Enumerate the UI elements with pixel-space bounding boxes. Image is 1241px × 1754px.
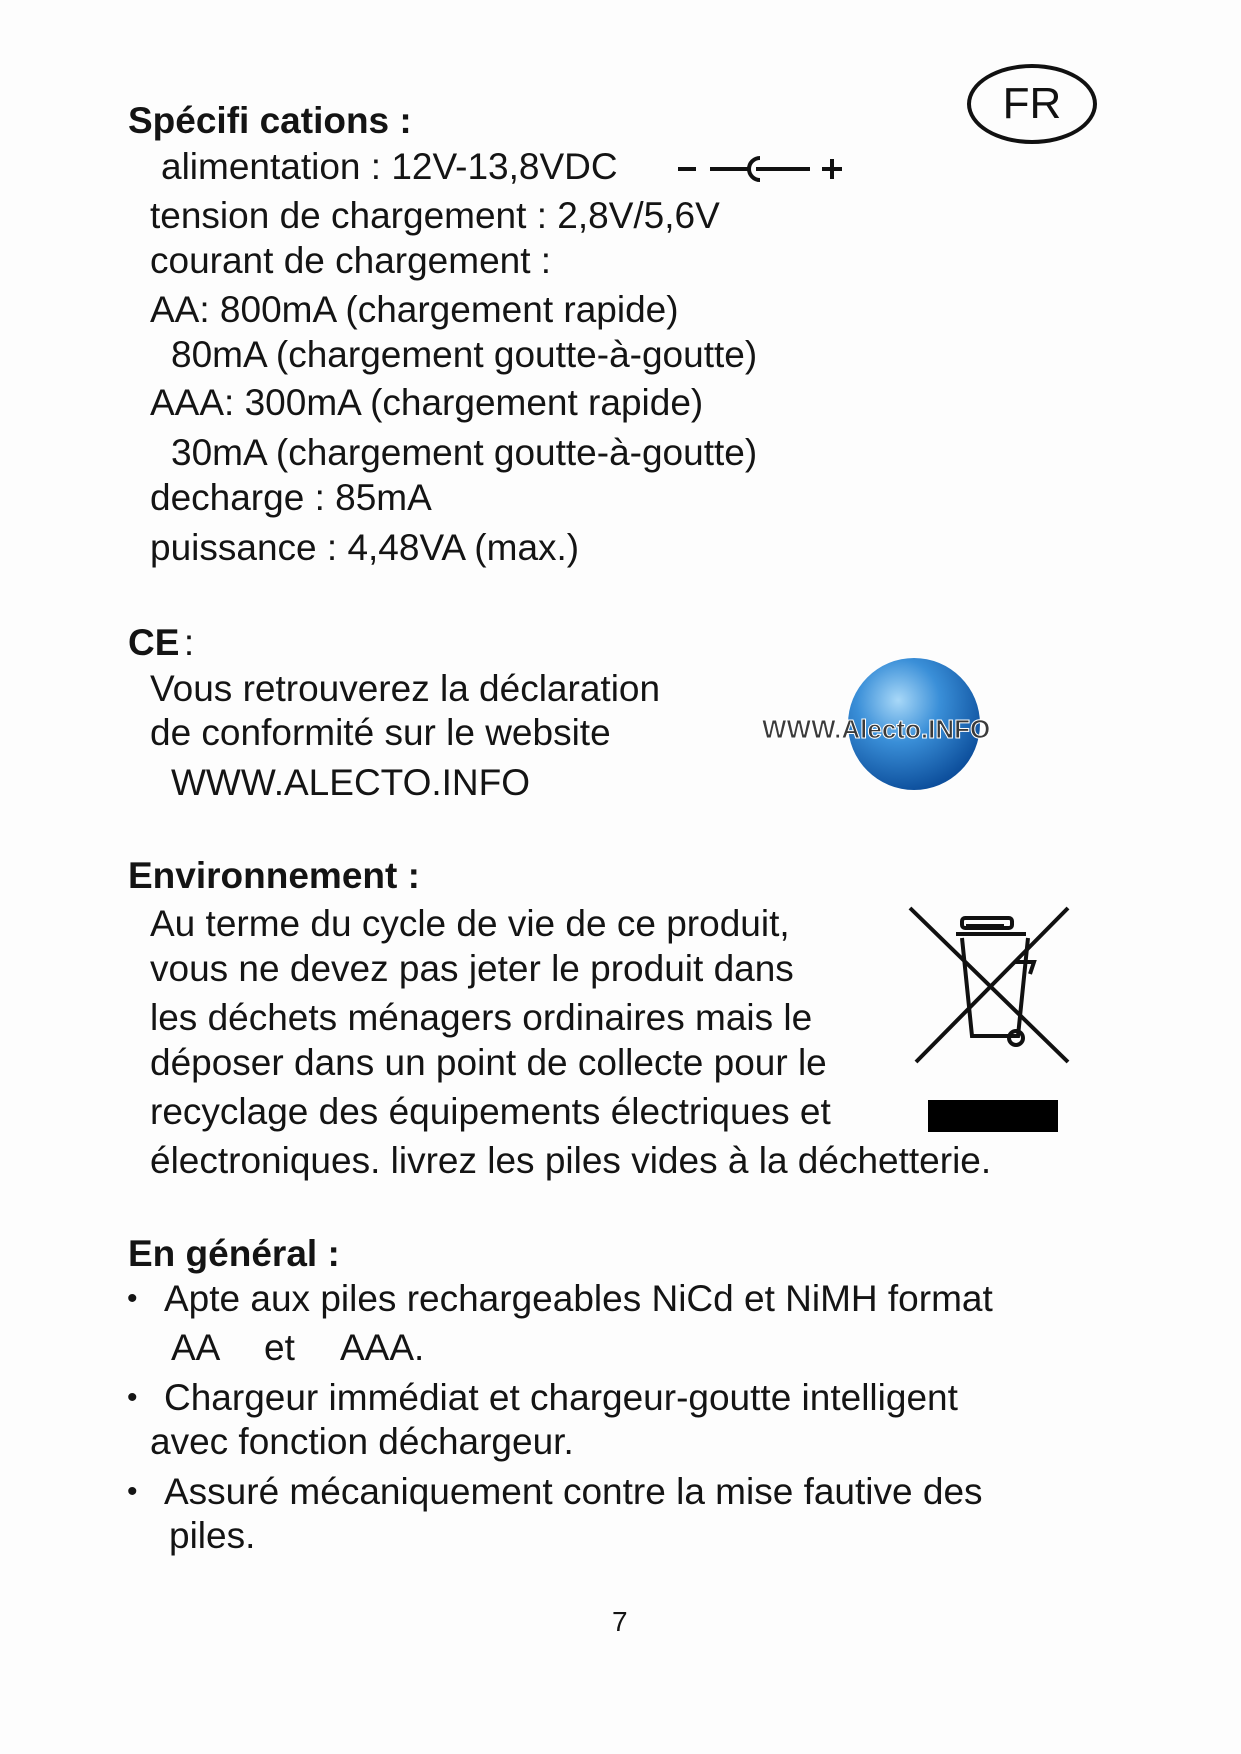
general-item-3-line-2: piles.: [169, 1515, 256, 1556]
spec-discharge: decharge : 85mA: [150, 477, 432, 518]
bullet-2: •: [127, 1381, 138, 1414]
bullet-1: •: [127, 1282, 138, 1315]
environment-line-1: Au terme du cycle de vie de ce produit,: [150, 903, 790, 944]
environment-line-6: électroniques. livrez les piles vides à la déchetterie.: [150, 1140, 992, 1181]
weee-bar: [928, 1100, 1058, 1132]
ce-line-2: de conformité sur le website: [150, 712, 611, 753]
alecto-logo-text: WWW.Alecto.INFO: [762, 714, 991, 744]
ce-colon: :: [183, 622, 195, 663]
weee-bin-icon: [906, 904, 1078, 1134]
ce-heading: CE: [128, 622, 180, 663]
environment-line-4: déposer dans un point de collecte pour le: [150, 1042, 827, 1083]
general-item-1-aaa: AAA.: [340, 1327, 425, 1368]
general-item-1-aa: AA: [171, 1327, 221, 1368]
language-badge: [967, 64, 1097, 144]
environment-line-5: recyclage des équipements électriques et: [150, 1091, 831, 1132]
spec-power: puissance : 4,48VA (max.): [150, 527, 580, 568]
general-item-1-line-1: Apte aux piles rechargeables NiCd et NiMH format: [164, 1278, 993, 1319]
spec-aaa-fast: AAA: 300mA (chargement rapide): [150, 382, 704, 423]
general-item-3-line-1: Assuré mécaniquement contre la mise fautive des: [164, 1471, 983, 1512]
environment-line-3: les déchets ménagers ordinaires mais le: [150, 997, 813, 1038]
general-item-2-line-1: Chargeur immédiat et chargeur-goutte intelligent: [164, 1377, 958, 1418]
spec-charge-voltage: tension de chargement : 2,8V/5,6V: [150, 195, 720, 236]
alecto-logo: [760, 656, 1070, 794]
ce-heading-row: [128, 622, 194, 664]
environment-heading: Environnement :: [128, 855, 420, 896]
page-number: 7: [612, 1606, 628, 1637]
bullet-3: •: [127, 1475, 138, 1508]
spec-power-supply: alimentation : 12V-13,8VDC: [161, 146, 618, 187]
specs-heading: Spécifi cations :: [128, 100, 412, 141]
spec-charge-current: courant de chargement :: [150, 240, 552, 281]
ce-website: WWW.ALECTO.INFO: [171, 762, 531, 803]
spec-aa-trickle: 80mA (chargement goutte-à-goutte): [171, 334, 758, 375]
ce-line-1: Vous retrouverez la déclaration: [150, 668, 661, 709]
general-item-2-line-2: avec fonction déchargeur.: [150, 1421, 574, 1462]
language-badge-label: FR: [1002, 79, 1062, 128]
spec-aa-fast: AA: 800mA (chargement rapide): [150, 289, 679, 330]
spec-aaa-trickle: 30mA (chargement goutte-à-goutte): [171, 432, 758, 473]
general-heading: En général :: [128, 1233, 340, 1274]
polarity-icon: [676, 154, 848, 184]
environment-line-2: vous ne devez pas jeter le produit dans: [150, 948, 794, 989]
general-item-1-et: et: [264, 1327, 295, 1368]
